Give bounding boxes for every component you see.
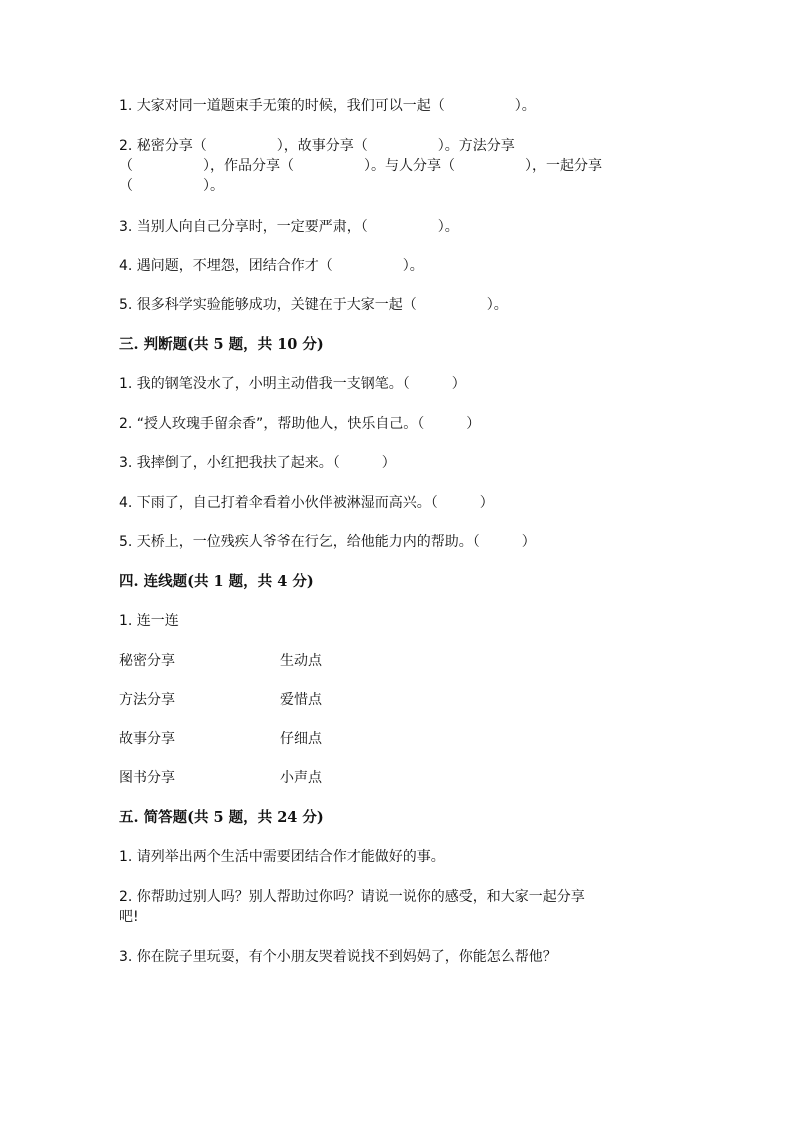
judge-item-3: 3. 我摔倒了，小红把我扶了起来。（ ） <box>119 455 396 471</box>
fill-question-1: 1. 大家对同一道题束手无策的时候，我们可以一起（ ）。 <box>119 98 536 114</box>
match-right-item: 小声点 <box>280 770 322 786</box>
match-right-item: 生动点 <box>280 653 322 669</box>
judge-item-4: 4. 下雨了，自己打着伞看着小伙伴被淋湿而高兴。（ ） <box>119 495 494 511</box>
judge-item-2: 2. “授人玫瑰手留余香”，帮助他人，快乐自己。（ ） <box>119 416 481 432</box>
judge-item-5: 5. 天桥上，一位残疾人爷爷在行乞，给他能力内的帮助。（ ） <box>119 534 536 550</box>
short-section-heading: 五. 简答题(共 5 题，共 24 分) <box>119 809 324 826</box>
short-question-2-line-2: 吧! <box>119 909 139 925</box>
fill-question-4: 4. 遇问题，不埋怨，团结合作才（ ）。 <box>119 258 424 274</box>
match-right-item: 仔细点 <box>280 731 322 747</box>
match-section-heading: 四. 连线题(共 1 题，共 4 分) <box>119 573 314 590</box>
judge-section-heading: 三. 判断题(共 5 题，共 10 分) <box>119 336 324 353</box>
match-prompt: 1. 连一连 <box>119 613 179 629</box>
match-right-item: 爱惜点 <box>280 692 322 708</box>
match-left-item: 故事分享 <box>119 731 175 747</box>
match-left-item: 图书分享 <box>119 770 175 786</box>
short-question-2-line-1: 2. 你帮助过别人吗？别人帮助过你吗？请说一说你的感受，和大家一起分享 <box>119 889 585 905</box>
fill-question-3: 3. 当别人向自己分享时，一定要严肃，（ ）。 <box>119 219 459 235</box>
fill-question-2-line-3: （ ）。 <box>119 178 224 194</box>
short-question-1: 1. 请列举出两个生活中需要团结合作才能做好的事。 <box>119 849 445 865</box>
fill-question-2-line-1: 2. 秘密分享（ ），故事分享（ ）。方法分享 <box>119 138 515 154</box>
short-question-3: 3. 你在院子里玩耍，有个小朋友哭着说找不到妈妈了，你能怎么帮他？ <box>119 949 557 965</box>
fill-question-2-line-2: （ ），作品分享（ ）。与人分享（ ），一起分享 <box>119 158 602 174</box>
match-left-item: 秘密分享 <box>119 653 175 669</box>
match-left-item: 方法分享 <box>119 692 175 708</box>
judge-item-1: 1. 我的钢笔没水了，小明主动借我一支钢笔。（ ） <box>119 376 466 392</box>
fill-question-5: 5. 很多科学实验能够成功，关键在于大家一起（ ）。 <box>119 297 508 313</box>
